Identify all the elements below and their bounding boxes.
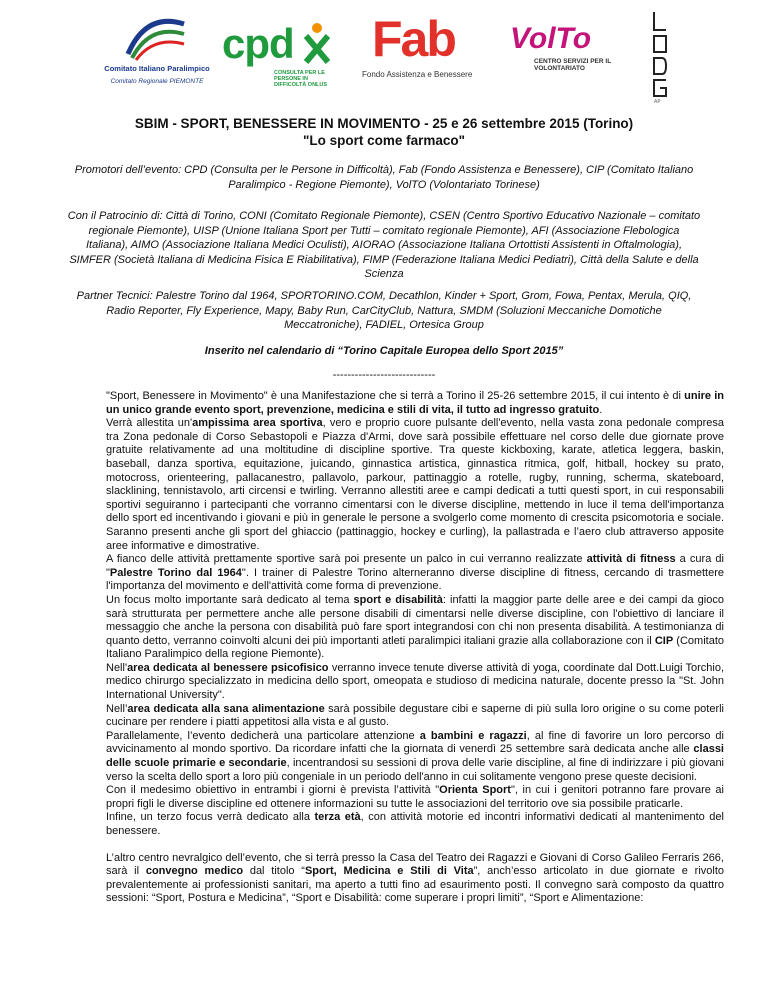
volto-name: VolTo <box>510 22 592 55</box>
volto-logo <box>510 22 630 82</box>
fab-logo <box>360 11 480 86</box>
document-title: SBIM - SPORT, BENESSERE IN MOVIMENTO - 25 e 26 settembre 2015 (Torino) "Lo sport come farmaco" <box>134 116 634 148</box>
lodg-logo-icon <box>650 10 670 105</box>
paragraph-benessere: Nell'area dedicata al benessere psicofisico verranno invece tenute diverse attività di yoga, coordinate dal Dott.Luigi Torchio, medico chirurgo specializzato in medicina dello sport, omeopata e studioso di medicina naturale, docente presso la "St. John International University". <box>106 661 724 702</box>
volto-subtitle: CENTRO SERVIZI PER IL VOLONTARIATO <box>534 58 612 72</box>
paragraph-area-sportiva: Verrà allestita un'ampissima area sportiva, vero e proprio cuore pulsante dell'evento, nella vasta zona pedonale compresa tra Zona pedonale di Corso Sebastopoli e Piazza d'Armi, dove sarà possibile effettuare nel corso delle due giornate prove gratuite relativamente ad una moltitudine di discipline sportive. Tra queste kickboxing, karate, atletica leggera, baskin, baseball, danza sportiva, equitazione, juicando, ginnastica artistica, ginnastica ritmica, golf, hitball, hockey su prato, motocross, orienteering, pallacanestro, pallavolo, parkour, pattinaggio a rotelle, rugby, running, scherma, skateboard, slacklining, tennistavolo, arti circensi e twirling. Verranno allestiti aree e campi dedicati a tutti questi sport, in cui responsabili sportivi seguiranno i partecipanti che vorranno cimentarsi con le diverse discipline, mettendo in luce il tema dell'importanza dello sport ed incentivando i giovani e più in generale le persone a svolgerlo come momento di crescita psicomotoria e sociale. Saranno presenti anche gli sport del ghiaccio (pattinaggio, hockey e curling), la pallastrada e l’aero club attraverso apposite aree informative e dimostrative. <box>106 417 724 552</box>
cip-region: Comitato Regionale PIEMONTE <box>110 78 204 85</box>
paragraph-disabilita: Un focus molto importante sarà dedicato al tema sport e disabilità: infatti la maggior parte delle aree e dei campi da gioco sarà strutturata per permettere anche alle persone disabili di cimentarsi nelle diverse discipline, con l'obiettivo di lanciare il messaggio che anche la persona con disabilità può fare sport integrandosi con chi non presenta disabilità. A testimonianza di quanto detto, verranno coinvolti alcuni dei più importanti atleti paralimpici italiani grazie alla collaborazione con il CIP (Comitato Italiano Paralimpico della regione Piemonte). <box>106 593 724 661</box>
fab-subtitle: Fondo Assistenza e Benessere <box>362 70 473 79</box>
separator: ---------------------------- <box>332 369 436 381</box>
cip-logo <box>92 14 222 94</box>
paragraph-intro: "Sport, Benessere in Movimento" è una Manifestazione che si terrà a Torino il 25-26 settembre 2015, il cui intento è di unire in un unico grande evento sport, prevenzione, medicina e stili di vita, il tutto ad ingresso gratuito. <box>106 390 724 416</box>
paragraph-bambini: Parallelamente, l’evento dedicherà una particolare attenzione a bambini e ragazzi, al fine di favorire un loro percorso di avvicinamento al mondo sportivo. Da ricordare infatti che la giornata di venerdì 25 settembre sarà dedicata anche alle classi delle scuole primarie e secondarie, incentrandosi su sessioni di prova delle varie discipline, al fine di indirizzare i più giovani verso la scelta dello sport a loro più congeniale in un periodo dell'anno in cui solitamente vengono prese queste decisioni. <box>106 729 725 783</box>
cpd-name: cpd <box>222 20 294 67</box>
paragraph-orienta: Con il medesimo obiettivo in entrambi i giorni è prevista l’attività "Orienta Sport", in cui i genitori potranno fare provare ai propri figli le diverse discipline ed ottenere informazioni su tutte le associazioni del territorio ove sia possibile praticarle. <box>106 784 724 810</box>
logo-bar <box>0 0 768 110</box>
partner-text: Partner Tecnici: Palestre Torino dal 1964, SPORTORINO.COM, Decathlon, Kinder + Sport, Grom, Fowa, Pentax, Merula, QIQ, Radio Reporter, Fly Experience, Mapy, Baby Run, CarCityClub, Nattura, SMDM (Soluzioni Meccaniche Domotiche Meccatroniche), FADIEL, Ortesica Group <box>76 290 692 331</box>
promotori-text: Promotori dell’evento: CPD (Consulta per le Persone in Difficoltà), Fab (Fondo Assistenza e Benessere), CIP (Comitato Italiano Paralimpico - Regione Piemonte), VolTO (Volontariato Torinese) <box>74 164 694 191</box>
cpd-subtitle: CONSULTA PER LE PERSONE IN DIFFICOLTÀ ONLUS <box>274 70 328 88</box>
calendario-text: Inserito nel calendario di “Torino Capitale Europea dello Sport 2015” <box>204 345 564 357</box>
paragraph-terza-eta: Infine, un terzo focus verrà dedicato alla terza età, con attività motorie ed incontri informativi dedicati al mantenimento del benessere. <box>106 811 724 837</box>
paragraph-convegno: L’altro centro nevralgico dell’evento, che si terrà presso la Casa del Teatro dei Ragazzi e Giovani di Corso Galileo Ferraris 266, sarà il convegno medico dal titolo “Sport, Medicina e Stili di Vita”, anch’esso articolato in due giornate e rivolto prevalentemente ai professionisti sanitari, ma aperto a tutti fino ad esaurimento posti. Il convegno sarà composto da quattro sessioni: “Sport, Postura e Medicina”, “Sport e Disabilità: come superare i propri limiti”, “Sport e Alimentazione: <box>106 851 724 905</box>
cip-mark-icon <box>122 14 190 62</box>
patrocinio-text: Con il Patrocinio di: Città di Torino, CONI (Comitato Regionale Piemonte), CSEN (Centro Sportivo Educativo Nazionale – comitato regionale Piemonte), UISP (Unione Italiana Sport per Tutti – comitato regionale Piemonte), AFI (Associazione Flebologica Italiana), AIMO (Associazione Italiana Medici Oculisti), AIORAO (Associazione Italiana Ortottisti Assistenti in Oftalmologia), SIMFER (Società Italiana di Medicina Fisica E Riabilitativa), FIMP (Federazione Italiana Medici Pediatri), Città della Salute e della Scienza <box>67 210 701 280</box>
cpd-figure-icon <box>304 22 330 70</box>
cpd-logo <box>222 20 332 88</box>
article-body <box>106 390 724 906</box>
paragraph-fitness: A fianco delle attività prettamente sportive sarà poi presente un palco in cui verranno realizzate attività di fitness a cura di "Palestre Torino dal 1964". I trainer di Palestre Torino alterneranno diverse discipline di fitness, cercando di trasmettere l'importanza del movimento e dell'attività come forma di prevenzione. <box>106 553 724 593</box>
paragraph-alimentazione: Nell’area dedicata alla sana alimentazione sarà possibile degustare cibi e saperne di più sulla loro origine o su come poterli cucinare per rendere i piatti appetitosi alla vista e al gusto. <box>106 702 724 729</box>
cip-name: Comitato Italiano Paralimpico <box>104 64 210 73</box>
fab-name: Fab <box>372 11 455 67</box>
svg-text:AP: AP <box>654 99 661 105</box>
